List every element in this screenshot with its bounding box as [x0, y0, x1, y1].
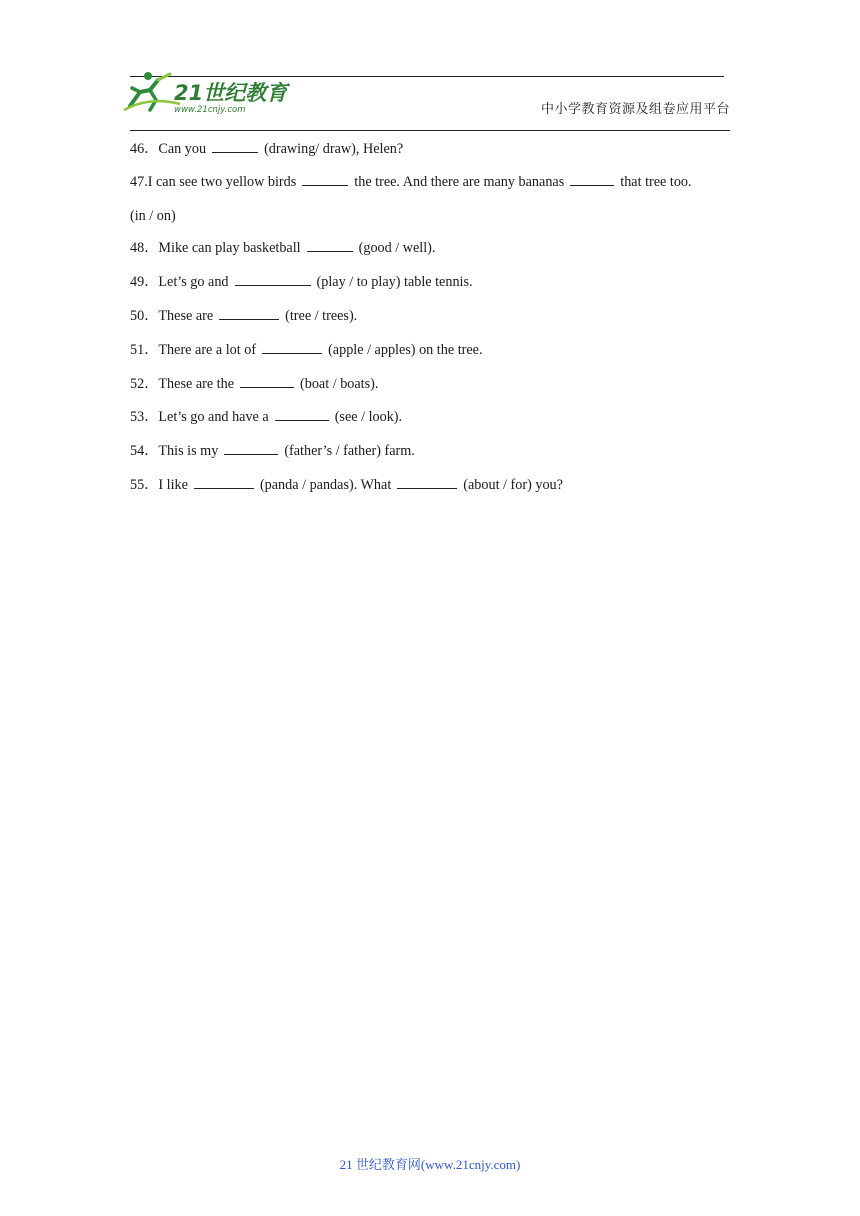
question-text: Let’s go and have a [158, 409, 269, 426]
question-text: Mike can play basketball [158, 240, 301, 257]
question-text: (tree / trees). [285, 307, 358, 324]
question-text: (about / for) you? [463, 476, 563, 493]
answer-blank[interactable] [235, 271, 311, 286]
question-text: Let’s go and [158, 274, 229, 291]
answer-blank[interactable] [570, 171, 614, 186]
question-48 [130, 237, 740, 271]
question-number: 55． [130, 476, 159, 493]
logo [120, 66, 290, 118]
runner-icon [124, 72, 180, 110]
question-text: (play / to play) table tennis. [316, 274, 473, 291]
answer-blank[interactable] [307, 237, 353, 252]
question-52 [130, 373, 740, 407]
answer-blank[interactable] [240, 373, 294, 388]
question-47 [130, 166, 740, 234]
answer-blank[interactable] [194, 474, 254, 489]
question-number: 48． [130, 240, 159, 257]
question-text: (panda / pandas). What [259, 476, 392, 493]
question-number: 52． [130, 375, 159, 392]
question-text: I like [158, 476, 188, 493]
footer-link[interactable]: 21 世纪教育网(www.21cnjy.com) [339, 1157, 521, 1172]
header-bottom-rule [130, 130, 730, 131]
question-53 [130, 406, 740, 440]
question-options: (in / on) [130, 207, 176, 224]
question-text: (apple / apples) on the tree. [328, 341, 483, 358]
question-54 [130, 440, 740, 474]
question-text: that tree too. [620, 173, 692, 190]
answer-blank[interactable] [212, 138, 258, 153]
question-51 [130, 339, 740, 373]
question-list [130, 138, 740, 508]
question-number: 46． [130, 141, 159, 157]
question-text: This is my [158, 443, 219, 460]
question-50 [130, 305, 740, 339]
answer-blank[interactable] [262, 339, 322, 354]
answer-blank[interactable] [275, 406, 329, 421]
question-text: (see / look). [334, 409, 403, 426]
logo-url: www.21cnjy.com [174, 105, 246, 115]
answer-blank[interactable] [219, 305, 279, 320]
question-number: 53． [130, 409, 159, 426]
question-text: the tree. And there are many bananas [354, 173, 565, 190]
logo-text: 21世纪教育 [174, 81, 288, 105]
question-text: (boat / boats). [300, 375, 379, 392]
header-tagline: 中小学教育资源及组卷应用平台 [540, 101, 730, 116]
question-49 [130, 271, 740, 305]
question-number: 49． [130, 274, 159, 291]
answer-blank[interactable] [397, 474, 457, 489]
question-number: 51． [130, 341, 159, 358]
question-text: These are [158, 307, 214, 324]
question-number: 50． [130, 307, 159, 324]
question-text: These are the [158, 375, 235, 392]
answer-blank[interactable] [302, 171, 348, 186]
question-55 [130, 474, 740, 508]
question-text: Can you [158, 141, 207, 157]
question-text: (drawing/ draw), Helen? [264, 141, 404, 157]
question-text: There are a lot of [158, 341, 257, 358]
question-number: 54． [130, 443, 159, 460]
answer-blank[interactable] [224, 440, 278, 455]
question-text: I can see two yellow birds [147, 173, 297, 190]
question-text: (father’s / father) farm. [284, 443, 415, 460]
question-number: 47. [130, 173, 148, 190]
question-text: (good / well). [358, 240, 436, 257]
